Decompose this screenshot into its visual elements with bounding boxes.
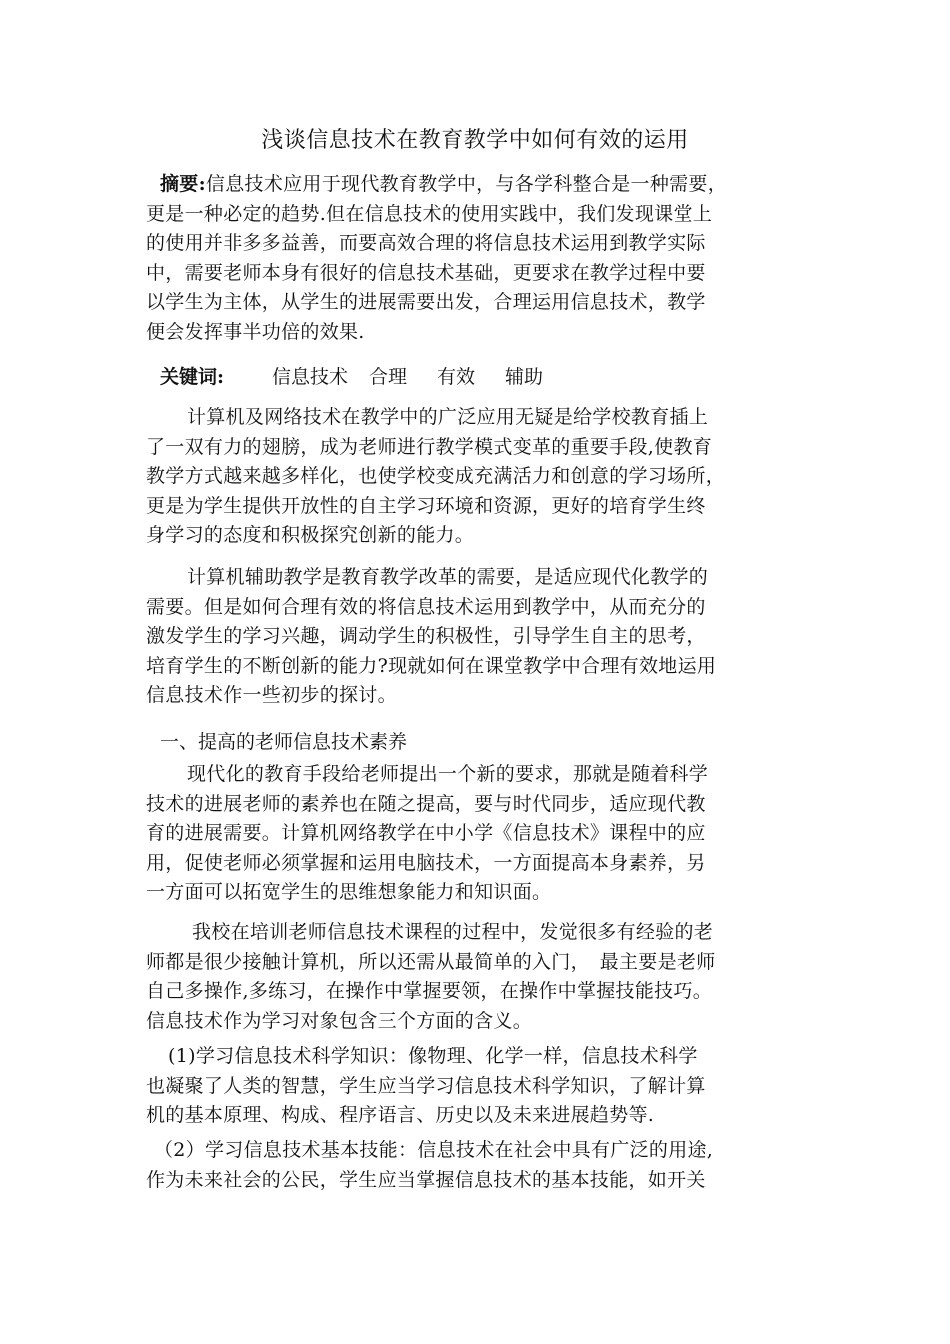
paragraph-line: 培育学生的不断创新的能力?现就如何在课堂教学中合理有效地运用 — [146, 654, 717, 677]
abstract-line: 更是一种必定的趋势.但在信息技术的使用实践中，我们发现课堂上 — [146, 202, 713, 225]
paragraph-line: 技术的进展老师的素养也在随之提高，要与时代同步，适应现代教 — [146, 792, 706, 815]
paragraph-line: 用，促使老师必须掌握和运用电脑技术，一方面提高本身素养，另 — [146, 851, 706, 874]
keywords-row — [160, 362, 543, 392]
paragraph-line: 了一双有力的翅膀，成为老师进行教学模式变革的重要手段,使教育 — [146, 435, 713, 458]
document-title: 浅谈信息技术在教育教学中如何有效的运用 — [261, 128, 689, 153]
section-heading: 一、提高的老师信息技术素养 — [160, 731, 408, 753]
abstract-line: 以学生为主体，从学生的进展需要出发，合理运用信息技术，教学 — [146, 291, 706, 313]
paragraph-line: 我校在培训老师信息技术课程的过程中，发觉很多有经验的老 — [192, 921, 714, 943]
paragraph — [146, 403, 816, 551]
paragraph-line: 信息技术作一些初步的探讨。 — [146, 684, 397, 706]
paragraph-line: 机的基本原理、构成、程序语言、历史以及未来进展趋势等. — [146, 1104, 655, 1126]
paragraph-line: 现代化的教育手段给老师提出一个新的要求，那就是随着科学 — [187, 763, 709, 785]
section-paragraph — [146, 1136, 816, 1195]
paragraph-line: （2）学习信息技术基本技能：信息技术在社会中具有广泛的用途, — [154, 1139, 714, 1161]
section-paragraph — [146, 760, 816, 908]
paragraph-line: 一方面可以拓宽学生的思维想象能力和知识面。 — [146, 881, 552, 903]
paragraph-line: 育的进展需要。计算机网络教学在中小学《信息技术》课程中的应 — [146, 822, 706, 844]
keyword: 合理 — [369, 366, 408, 388]
keyword: 有效 — [437, 366, 476, 388]
keywords-label: 关键词: — [160, 366, 225, 388]
keyword: 辅助 — [505, 366, 544, 388]
paragraph-line: 师都是很少接触计算机，所以还需从最简单的入门， 最主要是老师 — [146, 950, 716, 973]
abstract-line: 的使用并非多多益善，而要高效合理的将信息技术运用到教学实际 — [146, 232, 706, 254]
abstract-block — [146, 170, 816, 347]
paragraph-line: 计算机及网络技术在教学中的广泛应用无疑是给学校教育插上 — [187, 406, 709, 428]
paragraph-line: 身学习的态度和积极探究创新的能力。 — [146, 524, 475, 546]
abstract-label: 摘要: — [160, 173, 206, 195]
paragraph-line: 需要。但是如何合理有效的将信息技术运用到教学中，从而充分的 — [146, 595, 706, 618]
paragraph-line: 激发学生的学习兴趣，调动学生的积极性，引导学生自主的思考， — [146, 625, 706, 647]
section-paragraph — [146, 918, 816, 1036]
keyword: 信息技术 — [272, 366, 349, 388]
paragraph-line: 信息技术作为学习对象包含三个方面的含义。 — [146, 1009, 533, 1032]
abstract-text: 信息技术应用于现代教育教学中，与各学科整合是一种需要， — [205, 173, 728, 195]
paragraph-line: (1)学习信息技术科学知识：像物理、化学一样，信息技术科学 — [168, 1045, 698, 1067]
paragraph-line: 作为未来社会的公民，学生应当掌握信息技术的基本技能，如开关 — [146, 1168, 706, 1191]
paragraph-line: 教学方式越来越多样化，也使学校变成充满活力和创意的学习场所， — [146, 465, 726, 487]
paragraph — [146, 563, 816, 711]
abstract-line-1 — [146, 170, 816, 200]
paragraph-line: 更是为学生提供开放性的自主学习环境和资源，更好的培育学生终 — [146, 494, 706, 517]
abstract-line: 中，需要老师本身有很好的信息技术基础，更要求在教学过程中要 — [146, 261, 706, 284]
section-paragraph — [146, 1042, 816, 1131]
abstract-line: 便会发挥事半功倍的效果. — [146, 320, 365, 343]
paragraph-line: 也凝聚了人类的智慧，学生应当学习信息技术科学知识，了解计算 — [146, 1074, 706, 1097]
paragraph-line: 计算机辅助教学是教育教学改革的需要，是适应现代化教学的 — [187, 566, 709, 588]
paragraph-line: 自己多操作,多练习，在操作中掌握要领，在操作中掌握技能技巧。 — [146, 980, 713, 1002]
